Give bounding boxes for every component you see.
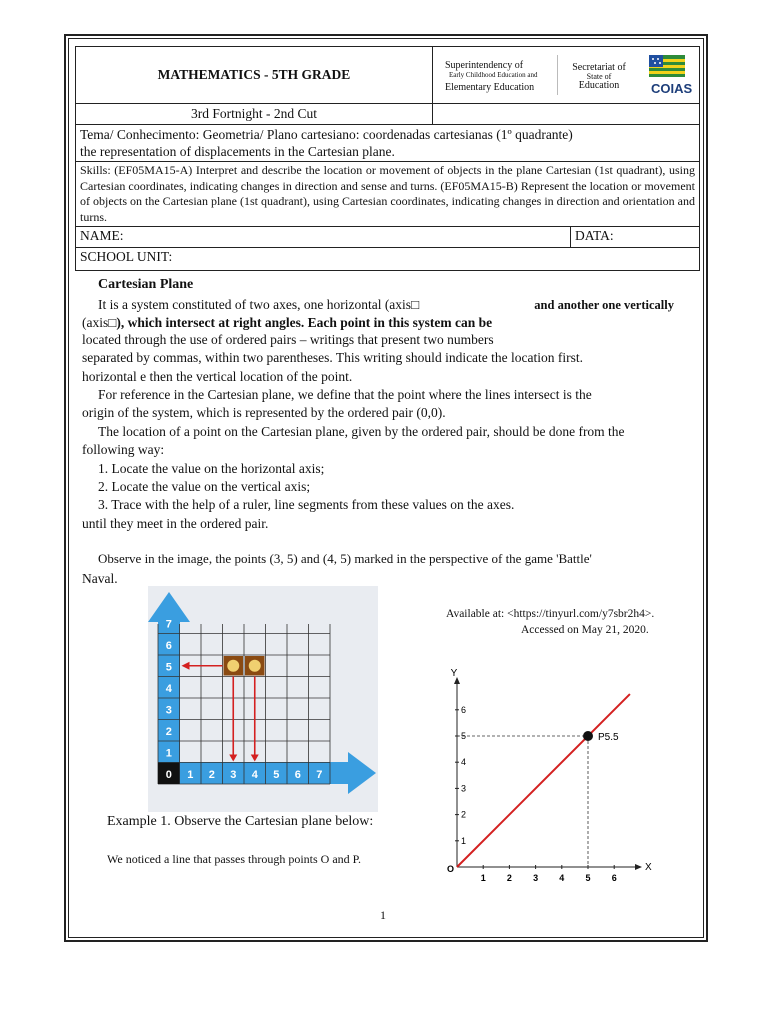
tema-row (76, 125, 699, 162)
name-field[interactable]: NAME: (76, 227, 571, 247)
skills-text: Skills: (EF05MA15-A) Interpret and describe the location or movement of objects in the plane Cartesian (1st quadrant), using Cartesian coordinates, indicating changes in direction and sense and turns. (EF05MA15-B) Represent the location or movement of objects on the Cartesian plane (1st quadrant), using Cartesian coordinates, indicating changes in direction and orientation and turns. (76, 162, 699, 227)
y-tick-label: 3 (461, 783, 467, 794)
y-tick-label: 2 (461, 809, 467, 820)
step-1: 1. Locate the value on the horizontal axis; (98, 461, 325, 476)
series-line (457, 694, 630, 867)
y-tick-label: 7 (165, 618, 172, 631)
x-tick-label: 1 (480, 873, 486, 883)
x-tick-label: 7 (316, 769, 323, 781)
y-tick-label: 4 (165, 683, 172, 695)
x-tick-label: 1 (187, 769, 194, 781)
paragraph-1-line-1: It is a system constituted of two axes, one horizontal (axis□ and another one vertically (98, 297, 674, 312)
logo-sec-line3: Education (578, 80, 620, 91)
tema-text: Tema/ Conhecimento: Geometria/ Plano cartesiano: coordenadas cartesianas (1º quadrante) (80, 127, 573, 142)
source-available: Available at: <https://tinyurl.com/y7sbr2h4>. (446, 608, 655, 620)
goias-flag-logo (645, 53, 701, 99)
secretariat-logo (563, 63, 635, 91)
x-tick-label: 6 (294, 769, 301, 781)
y-tick-label: 4 (461, 757, 467, 768)
y-tick-label: 2 (165, 726, 172, 738)
y-tick-label: 1 (461, 835, 467, 846)
x-tick-label: 4 (251, 769, 258, 781)
x-tick-label: 2 (506, 873, 512, 883)
x-tick-label: 6 (611, 873, 617, 883)
p2-line-b: origin of the system, which is represented by the ordered pair (0,0). (82, 405, 446, 420)
battleship-grid-image (148, 586, 378, 812)
logo-sup-line2: Early Childhood Education and (449, 71, 538, 79)
x-tick-label: 5 (585, 873, 591, 883)
p3-line-b: following way: (82, 442, 165, 457)
x-tick-label: 0 (165, 769, 172, 781)
left-arrow-head (182, 662, 190, 670)
step-3: 3. Trace with the help of a ruler, line segments from these values on the axes. (98, 497, 515, 512)
point-p-label: P5.5 (598, 732, 619, 743)
origin-label: O (447, 864, 455, 874)
p1-part-b: and another one vertically (534, 298, 674, 312)
y-tick-label: 1 (165, 747, 172, 760)
x-tick-label: 5 (273, 769, 280, 781)
observe-line-a: Observe in the image, the points (3, 5) and (4, 5) marked in the perspective of the game 'Battle' (98, 551, 592, 566)
cartesian-line-chart (425, 664, 665, 886)
observe-line-b: Naval. (82, 571, 118, 586)
superintendency-logo (445, 60, 555, 93)
logo-divider (557, 55, 558, 95)
step-2: 2. Locate the value on the vertical axis; (98, 479, 311, 494)
date-field[interactable]: DATA: (575, 228, 614, 243)
logo-sup-line3: Elementary Education (445, 82, 535, 93)
fortnight-label: 3rd Fortnight - 2nd Cut (76, 104, 433, 124)
noticed-text: We noticed a line that passes through points O and P. (107, 852, 361, 866)
marked-point-icon (227, 660, 239, 672)
down-arrow-head (251, 755, 259, 762)
page-number: 1 (380, 908, 386, 922)
p1-part-d: ), which intersect at right angles. Each point in this system can be (116, 315, 493, 330)
y-tick-label: 3 (165, 704, 172, 717)
p1-line-e: located through the use of ordered pairs – writings that present two numbers (82, 332, 494, 347)
paragraph-1-line-2: (axis□), which intersect at right angles. Each point in this system can be (82, 315, 493, 330)
down-arrow-head (229, 755, 237, 762)
p1-line-f: separated by commas, within two parentheses. This writing should indicate the location first. (82, 350, 584, 365)
p3-line-a: The location of a point on the Cartesian plane, given by the ordered pair, should be done from the (98, 424, 625, 439)
logos-cell (433, 47, 699, 103)
battleship-grid-svg (148, 586, 378, 812)
source-accessed: Accessed on May 21, 2020. (521, 624, 649, 636)
section-heading: Cartesian Plane (98, 277, 194, 292)
example-1-title: Example 1. Observe the Cartesian plane below: (107, 814, 374, 829)
y-tick-label: 5 (461, 731, 467, 741)
step-3-continued: until they meet in the ordered pair. (82, 516, 269, 531)
x-axis-arrowhead (635, 864, 642, 870)
y-tick-label: 6 (461, 704, 467, 715)
y-axis-label: Y (450, 668, 458, 679)
logo-sup-line1: Superintendency of (445, 60, 524, 71)
x-axis-label: X (645, 862, 652, 873)
x-tick-label: 2 (208, 769, 215, 781)
subject-title: MATHEMATICS - 5TH GRADE (76, 47, 433, 103)
x-tick-label: 3 (533, 873, 539, 883)
p1-part-c: (axis (82, 315, 109, 330)
p1-part-a: It is a system constituted of two axes, one horizontal (axis (98, 297, 412, 312)
x-tick-label: 3 (230, 769, 237, 781)
goias-text: COIAS (651, 81, 693, 96)
p2-line-a: For reference in the Cartesian plane, we define that the point where the lines intersect is the (98, 387, 592, 402)
logo-sec-line2: State of (586, 72, 612, 81)
point-p (583, 731, 593, 741)
header-table (75, 46, 700, 271)
x-tick-label: 4 (559, 873, 565, 883)
logo-sec-line1: Secretariat of (572, 62, 626, 73)
y-tick-label: 5 (165, 661, 172, 674)
tema-text-2: the representation of displacements in the Cartesian plane. (80, 144, 395, 159)
y-tick-label: 6 (165, 640, 172, 652)
p1-line-g: horizontal e then the vertical location of the point. (82, 369, 353, 384)
marked-point-icon (249, 660, 261, 672)
school-unit-field[interactable]: SCHOOL UNIT: (80, 249, 173, 264)
